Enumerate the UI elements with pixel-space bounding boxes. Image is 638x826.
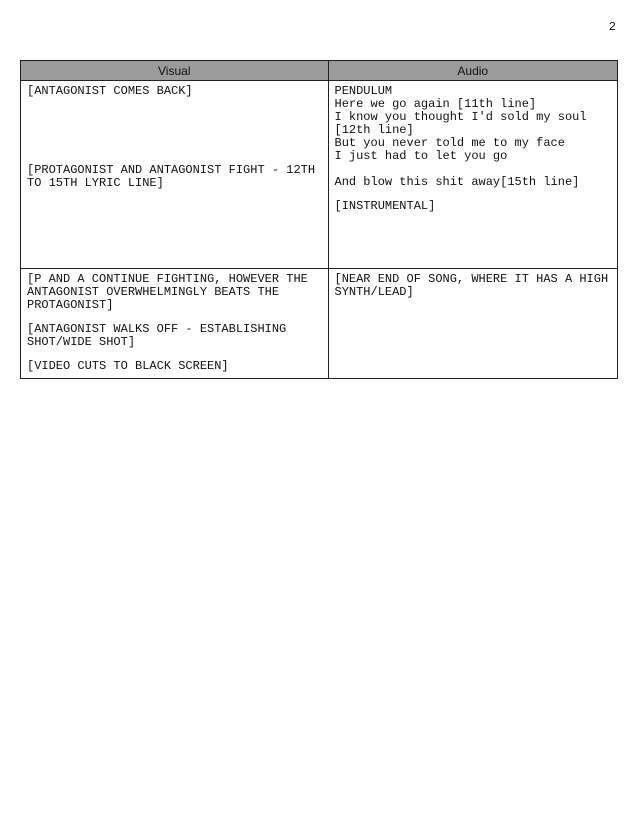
audio-direction: [NEAR END OF SONG, WHERE IT HAS A HIGH SYNTH/LEAD] xyxy=(334,272,616,299)
audio-direction: [INSTRUMENTAL] xyxy=(334,199,436,213)
visual-direction: [ANTAGONIST WALKS OFF - ESTABLISHING SHOT/WIDE SHOT] xyxy=(27,322,294,349)
table-row xyxy=(21,269,618,379)
visual-direction: [P AND A CONTINUE FIGHTING, HOWEVER THE ANTAGONIST OVERWHELMINGLY BEATS THE PROTAGONIST] xyxy=(27,272,316,312)
table-header-row xyxy=(21,61,618,81)
visual-cell xyxy=(21,269,329,379)
page-number: 2 xyxy=(608,20,616,34)
audio-column-header: Audio xyxy=(328,61,618,81)
visual-direction: [ANTAGONIST COMES BACK] xyxy=(27,84,193,98)
lyric-line: And blow this shit away[15th line] xyxy=(334,175,580,189)
audio-cell xyxy=(328,269,618,379)
lyric-line: But you never told me to my face xyxy=(334,136,565,150)
visual-column-header: Visual xyxy=(21,61,329,81)
lyric-line: I know you thought I'd sold my soul [12th line] xyxy=(334,110,594,137)
lyric-line: I just had to let you go xyxy=(334,149,508,163)
visual-cell xyxy=(21,81,329,269)
audio-cell xyxy=(328,81,618,269)
visual-direction: [VIDEO CUTS TO BLACK SCREEN] xyxy=(27,359,229,373)
script-table xyxy=(20,60,618,379)
table-row xyxy=(21,81,618,269)
visual-direction: [PROTAGONIST AND ANTAGONIST FIGHT - 12TH TO 15TH LYRIC LINE] xyxy=(27,163,323,190)
lyric-line: Here we go again [11th line] xyxy=(334,97,537,111)
lyric-line: PENDULUM xyxy=(334,84,393,98)
